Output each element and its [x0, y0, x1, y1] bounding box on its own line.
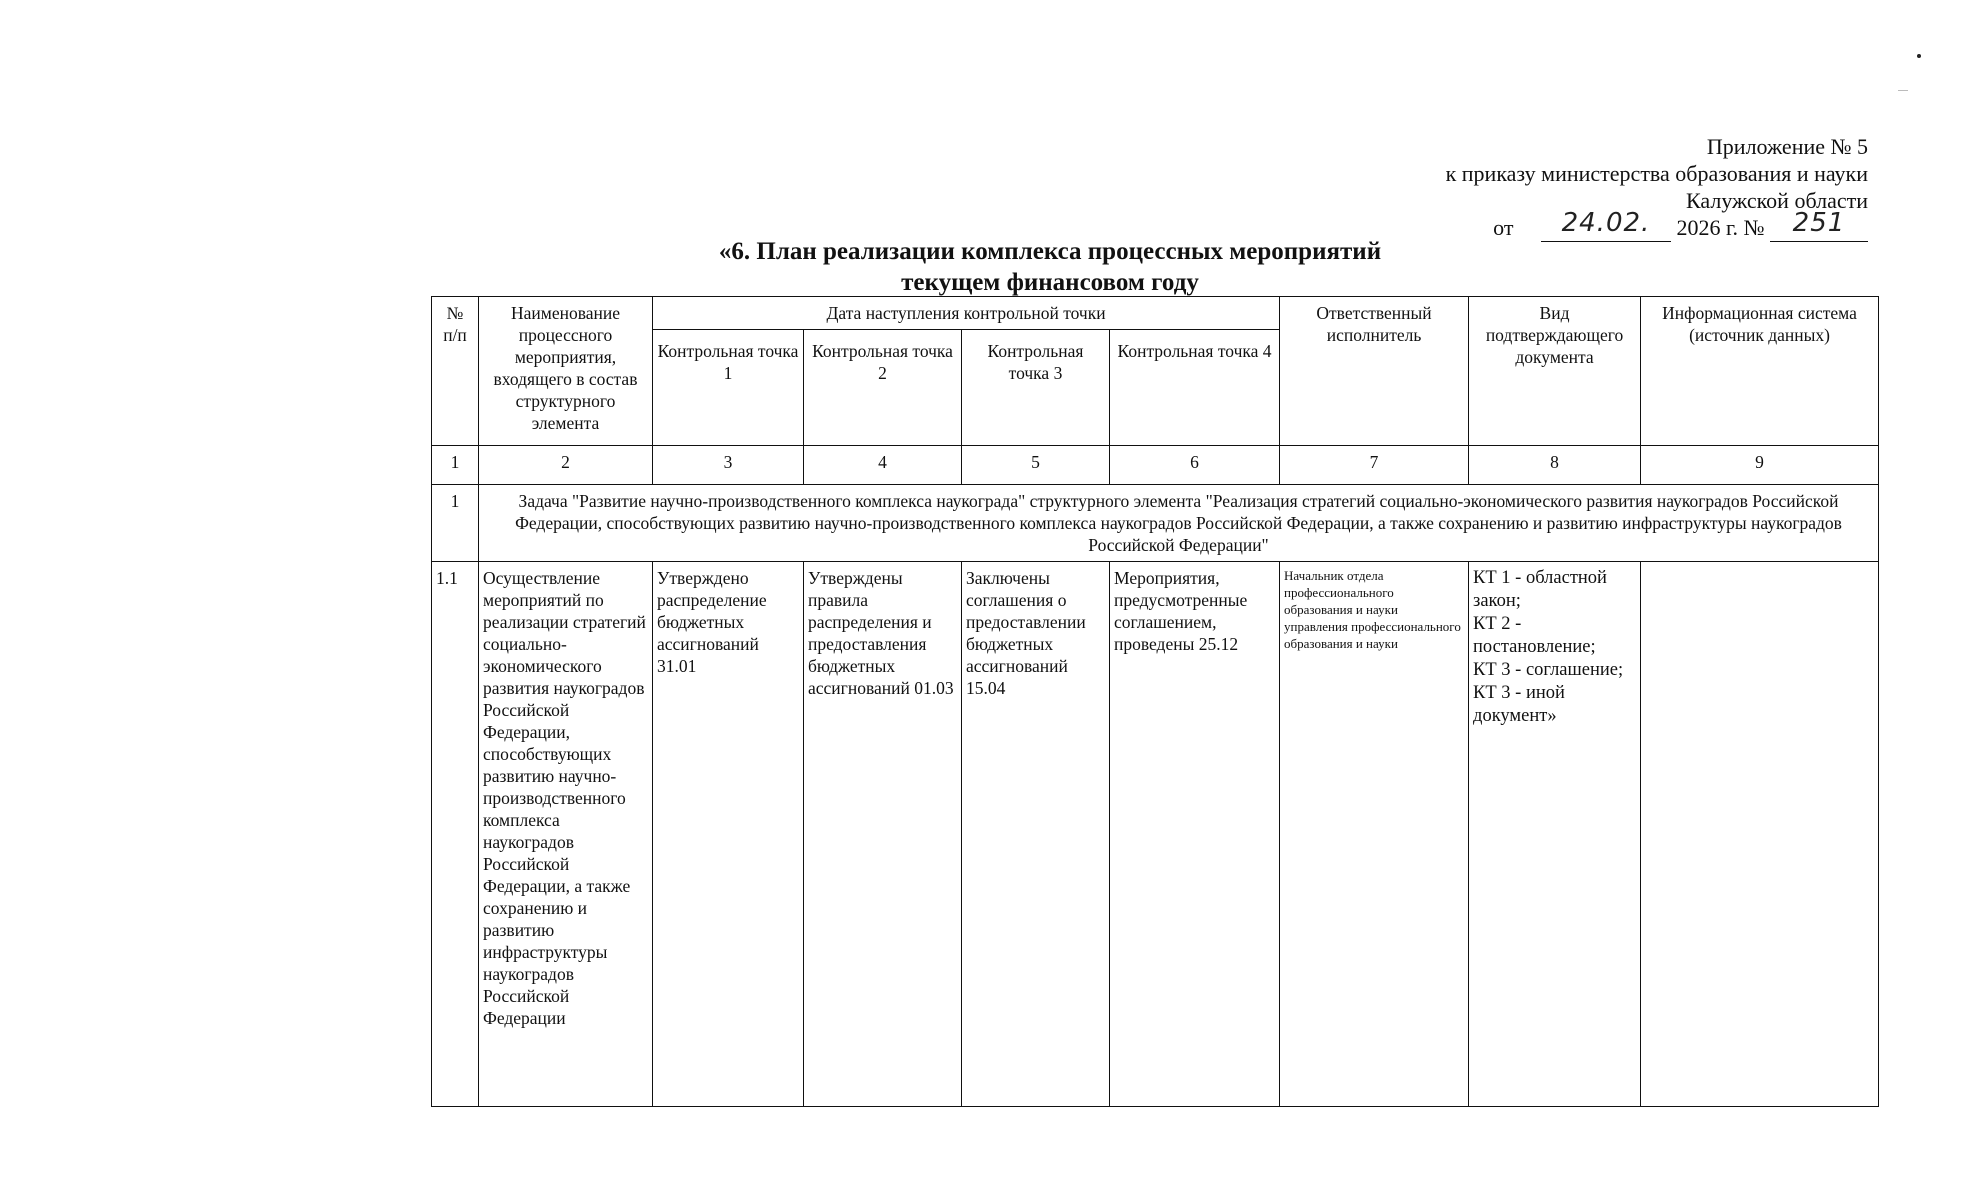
task-num: 1 [432, 485, 479, 562]
date-prefix: от [1493, 215, 1514, 240]
handwritten-date: 24.02. [1561, 208, 1651, 238]
row-name: Осуществление мероприятий по реализации стратегий социально-экономического развития наукоградов Российской Федерации, способствующих развитию научно-производственного комплекса наукоградов Российской Федерации, а также сохранению и развитию инфраструктуры наукоградов Российской Федерации [479, 562, 653, 1107]
header-info-system: Информационная система (источник данных) [1641, 297, 1879, 446]
column-number-row [432, 446, 1879, 485]
task-text: Задача "Развитие научно-производственного комплекса наукограда" структурного элемента "Реализация стратегий социально-экономического развития наукоградов Российской Федерации, способствующих развитию научно-производственного комплекса наукоградов Российской Федерации, а также сохранению и развитию инфраструктуры наукоградов Российской Федерации" [479, 485, 1879, 562]
row-kt2: Утверждены правила распределения и предоставления бюджетных ассигнований 01.03 [804, 562, 962, 1107]
header-name: Наименование процессного мероприятия, входящего в состав структурного элемента [479, 297, 653, 446]
year-text: 2026 г. № [1676, 215, 1765, 240]
appendix-block [1446, 133, 1868, 242]
table-row [432, 562, 1879, 1107]
row-num: 1.1 [432, 562, 479, 1107]
column-number: 1 [432, 446, 479, 485]
column-number: 6 [1110, 446, 1280, 485]
column-number: 4 [804, 446, 962, 485]
column-number: 5 [962, 446, 1110, 485]
scan-mark [1898, 90, 1908, 91]
row-info-system [1641, 562, 1879, 1107]
row-kt3: Заключены соглашения о предоставлении бюджетных ассигнований 15.04 [962, 562, 1110, 1107]
header-responsible: Ответственный исполнитель [1280, 297, 1469, 446]
header-kt2: Контрольная точка 2 [804, 330, 962, 446]
appendix-line-1: Приложение № 5 [1706, 134, 1868, 159]
header-date-group: Дата наступления контрольной точки [653, 297, 1280, 330]
plan-table [431, 296, 1879, 1107]
plan-title-line-2: текущем финансовом году [901, 269, 1199, 296]
column-number: 9 [1641, 446, 1879, 485]
column-number: 3 [653, 446, 804, 485]
header-kt1: Контрольная точка 1 [653, 330, 804, 446]
appendix-line-3: Калужской области [1686, 188, 1868, 213]
header-row-1 [432, 297, 1879, 330]
handwritten-number: 251 [1792, 208, 1846, 238]
task-row [432, 485, 1879, 562]
header-num: № п/п [432, 297, 479, 446]
row-doc-type: КТ 1 - областной закон; КТ 2 - постановление; КТ 3 - соглашение; КТ 3 - иной документ» [1469, 562, 1641, 1107]
scan-speck [1917, 54, 1921, 58]
column-number: 2 [479, 446, 653, 485]
row-kt1: Утверждено распределение бюджетных ассигнований 31.01 [653, 562, 804, 1107]
appendix-line-2: к приказу министерства образования и науки [1445, 161, 1868, 186]
header-kt3: Контрольная точка 3 [962, 330, 1110, 446]
row-responsible: Начальник отдела профессионального образования и науки управления профессионального образования и науки [1280, 562, 1469, 1107]
plan-title [0, 236, 1963, 298]
header-doc-type: Вид подтверждающего документа [1469, 297, 1641, 446]
header-kt4: Контрольная точка 4 [1110, 330, 1280, 446]
column-number: 8 [1469, 446, 1641, 485]
row-kt4: Мероприятия, предусмотренные соглашением, проведены 25.12 [1110, 562, 1280, 1107]
column-number: 7 [1280, 446, 1469, 485]
plan-title-line-1: «6. План реализации комплекса процессных мероприятий [718, 238, 1382, 265]
